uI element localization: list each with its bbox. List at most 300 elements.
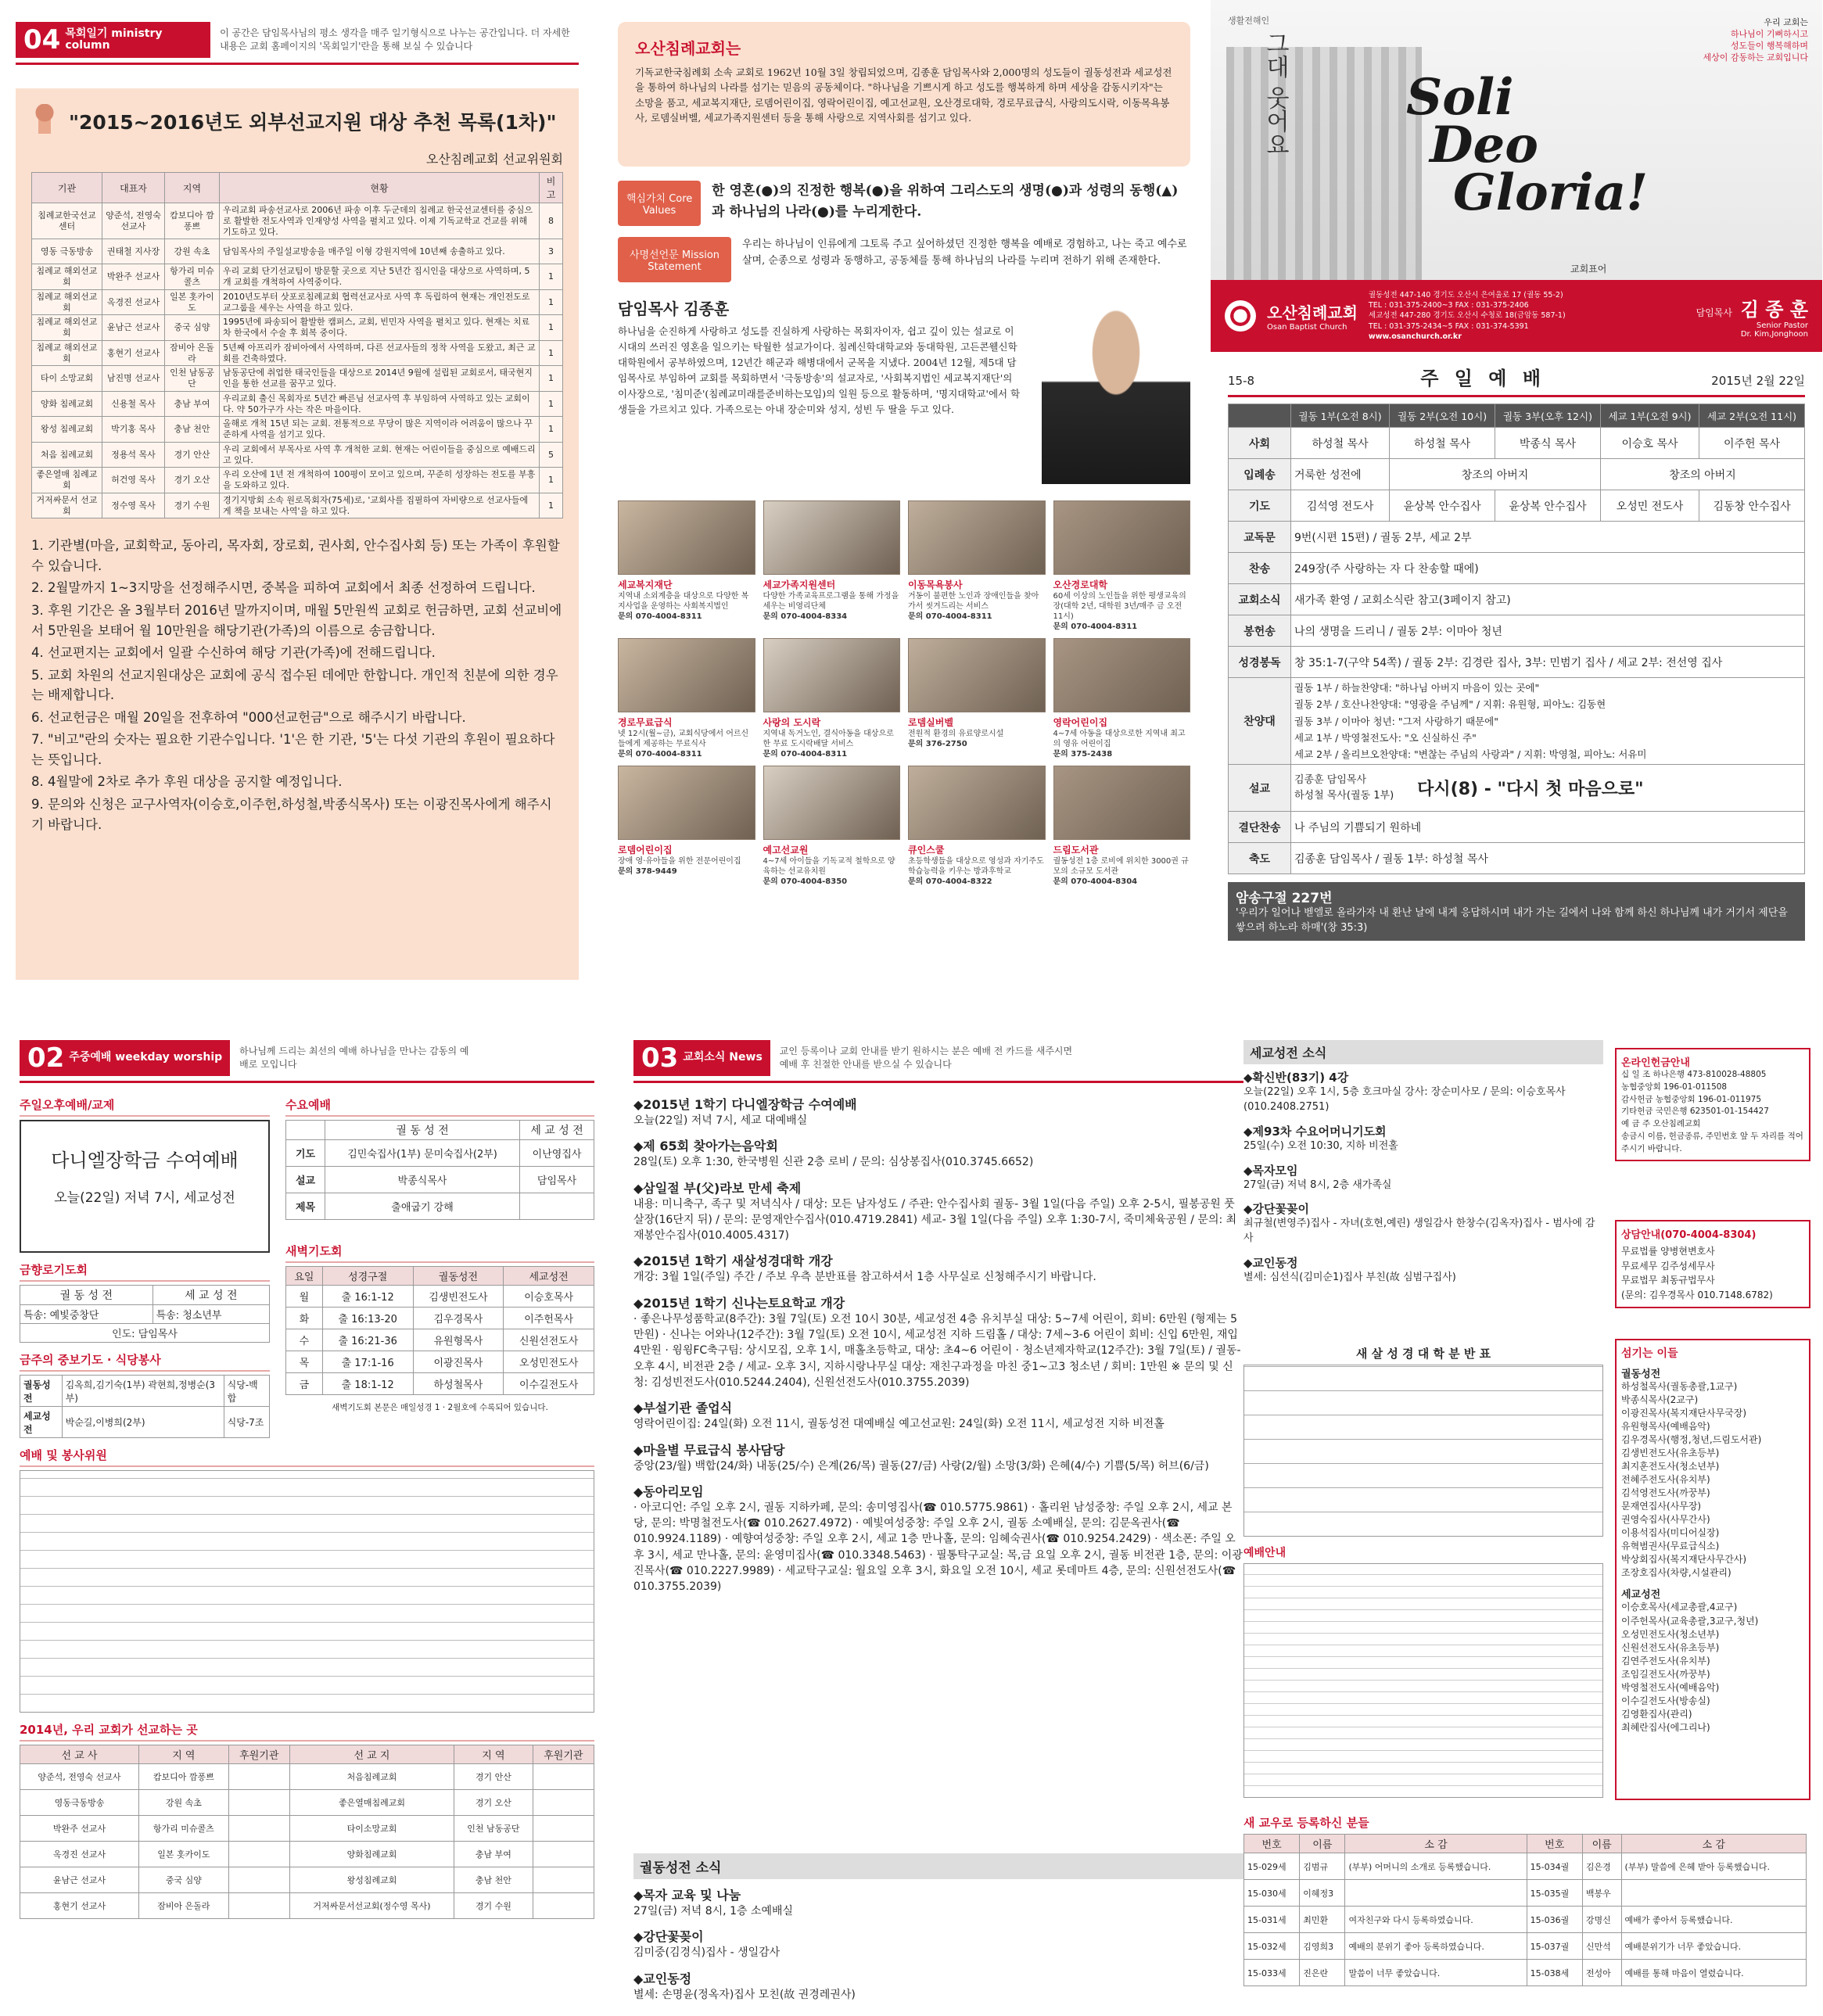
church-building-graphic bbox=[1226, 47, 1422, 305]
mission-cell bbox=[533, 1790, 594, 1816]
staff-line: 이광진목사(복지재단사무국장) bbox=[1621, 1408, 1747, 1419]
mission-cell: 항가리 미슈콜츠 bbox=[138, 1816, 228, 1842]
news-item bbox=[633, 1440, 1243, 1474]
service-name: 로뎀어린이집 bbox=[618, 845, 673, 856]
news-item-title: ◆교인동정 bbox=[1243, 1256, 1298, 1271]
dawn-cell: 화 bbox=[286, 1308, 323, 1329]
worship-title: 주 일 예 배 bbox=[1420, 368, 1546, 389]
online-line: 감사헌금 농협중앙회 196-01-011975 bbox=[1621, 1094, 1762, 1104]
new-member-cell: 예배분위기가 너무 좋았습니다. bbox=[1621, 1933, 1806, 1960]
table-cell: 침례교 해외선교회 bbox=[32, 315, 102, 341]
wed-cell: 담임목사 bbox=[520, 1167, 594, 1193]
table-cell: 1 bbox=[540, 315, 563, 341]
mission-cell: 중국 심양 bbox=[138, 1867, 228, 1893]
mission-table bbox=[31, 172, 563, 518]
staff-box bbox=[1615, 1339, 1810, 1800]
new-member-row bbox=[1244, 1880, 1807, 1907]
table-cell: 옥경진 선교사 bbox=[102, 289, 165, 315]
service-phone: 문의 070-4004-8322 bbox=[908, 877, 992, 886]
news-item bbox=[1243, 1200, 1603, 1247]
schedule-grid bbox=[1243, 1563, 1603, 1798]
worship-cell: 이주헌 목사 bbox=[1699, 428, 1805, 459]
table-cell: 경기지방회 소속 원로목회자(75세)로, '교회사를 집필하여 자비량으로 선교사들에게 책을 보내는 사역'을 하고 있다. bbox=[220, 493, 540, 518]
page-03-news bbox=[633, 1040, 1810, 2006]
service-card bbox=[763, 766, 901, 887]
new-member-row bbox=[1244, 1907, 1807, 1933]
table-cell: 박기홍 목사 bbox=[102, 417, 165, 443]
news-item-body: 28일(토) 오후 1:30, 한국병원 신관 2층 로비 / 문의: 심상봉집사(010.3745.6652) bbox=[633, 1156, 1034, 1169]
news-item bbox=[633, 1293, 1243, 1390]
mission-row bbox=[20, 1816, 594, 1842]
news-item bbox=[1243, 1123, 1603, 1154]
table-cell: 경기 안산 bbox=[165, 442, 220, 468]
host-cell: 세교성전 bbox=[20, 1407, 63, 1438]
news-item-body: 별세: 손명윤(정옥자)집사 모친(故 권경레권사) bbox=[633, 1988, 856, 2001]
dawn-note: 새벽기도회 본문은 매일성경 1 · 2월호에 수록되어 있습니다. bbox=[332, 1403, 548, 1412]
dawn-cell: 이주헌목사 bbox=[504, 1308, 594, 1329]
issue-number: 15-8 bbox=[1228, 374, 1255, 388]
worship-row bbox=[1229, 428, 1805, 459]
row-label: 교독문 bbox=[1229, 522, 1291, 553]
col-header: 비고 bbox=[540, 173, 563, 203]
dawn-cell: 출 16:21-36 bbox=[322, 1329, 413, 1351]
table-cell: 남동공단에 취업한 태국인들을 대상으로 2014년 9월에 설립된 교회로서, 태국현지인을 통한 선교를 꿈꾸고 있다. bbox=[220, 366, 540, 392]
service-photo bbox=[763, 500, 901, 575]
news-item-title: ◆2015년 1학기 신나는토요학교 개강 bbox=[633, 1295, 845, 1311]
new-member-cell: 여자친구와 다시 등록하였습니다. bbox=[1345, 1907, 1527, 1933]
wed-row bbox=[286, 1193, 594, 1220]
service-phone: 문의 378-9449 bbox=[618, 867, 677, 876]
table-cell: 5 bbox=[540, 442, 563, 468]
new-member-cell: 15-035궐 bbox=[1527, 1880, 1582, 1907]
choir-line: 궐동 3부 / 이마아 청년: "그저 사랑하기 때문에" bbox=[1294, 715, 1498, 727]
table-cell: 왕성 침례교회 bbox=[32, 417, 102, 443]
worship-row bbox=[1229, 765, 1805, 812]
worship-row bbox=[1229, 647, 1805, 678]
dawn-cell: 수 bbox=[286, 1329, 323, 1351]
table-cell: 처음 침례교회 bbox=[32, 442, 102, 468]
mission-col-header: 지 역 bbox=[454, 1745, 533, 1764]
worship-col-header bbox=[1229, 404, 1291, 428]
mission-cell bbox=[533, 1893, 594, 1919]
wed-cell: 박종식목사 bbox=[325, 1167, 520, 1193]
page-number-badge: 02 주중예배 weekday worship bbox=[20, 1040, 230, 1076]
news-item bbox=[1243, 1162, 1603, 1193]
table-cell: 잠비아 은돌라 bbox=[165, 340, 220, 366]
page-number-badge: 04 목회일기 ministry column bbox=[16, 22, 210, 58]
table-row bbox=[32, 203, 563, 239]
row-label: 봉헌송 bbox=[1229, 615, 1291, 647]
mission-cell: 충남 부여 bbox=[454, 1842, 533, 1867]
news-item-body: 영락어린이집: 24일(화) 오전 11시, 궐동성전 대예배실 예고선교원: 24일(화) 오전 11시, 세교성전 지하 비전홀 bbox=[633, 1418, 1164, 1431]
dawn-title: 새벽기도회 bbox=[285, 1240, 594, 1263]
row-label: 설교 bbox=[1229, 765, 1291, 812]
preacher: 김종훈 담임목사 bbox=[1294, 774, 1367, 787]
worship-row bbox=[1229, 522, 1805, 553]
choir-line: 세교 1부 / 박영철전도사: "오 신실하신 주" bbox=[1294, 731, 1477, 744]
service-photo bbox=[1053, 766, 1191, 840]
worship-cell: 하성철 목사 bbox=[1390, 428, 1495, 459]
new-header bbox=[1244, 1835, 1807, 1853]
staff-line: 김연주전도사(유치부) bbox=[1621, 1655, 1710, 1666]
online-title: 온라인헌금안내 bbox=[1621, 1057, 1690, 1069]
table-cell: 충남 부여 bbox=[165, 391, 220, 417]
news-item-body: · 좋은나무성품학교(8주간): 3월 7일(토) 오전 10시 30분, 세교성전 4층 유치부실 대상: 5~7세 어린이, 회비: 6만원 (형제는 5만원) · 신나는 어와나(12주간): 3월 7일(토) 오전 10시, 세교성전 지하 드림홀 / 대상: 7세~3-6 어린이 회비: 신입 6만원, 재입 4만원 · 윙윙FC축구팀: 상시모집, 오후 1시, 매홀초등학교, 대상: 초4~6 어린이 · 청소년제자학교(12주간): 3월 7일(토) / 궐동- 오후 4시, 비전관 2층 / 세교- 오후 3시, 지하시랑나무실 대상: 재친구과정을 마친 중1~고3 청소년 / 회비: 1만원 ※ 문의 및 신청: 김성빈전도사(010.5244.2404), 신원선전도사(010.3755.2039) bbox=[633, 1312, 1241, 1389]
table-cell: 캄보디아 깜퐁쁘 bbox=[165, 203, 220, 239]
news-item bbox=[633, 1251, 1243, 1285]
mission-cell: 인천 남동공단 bbox=[454, 1816, 533, 1842]
mission-cell: 거저싸문서선교회(정수영 목사) bbox=[289, 1893, 454, 1919]
dawn-row bbox=[286, 1286, 594, 1308]
worship-cell: 창조의 아버지 bbox=[1600, 459, 1804, 490]
service-card bbox=[618, 500, 755, 632]
new-member-cell: 최민환 bbox=[1300, 1907, 1345, 1933]
news-item-title: ◆목자 교육 및 나눔 bbox=[633, 1888, 741, 1903]
mission-cell bbox=[228, 1842, 289, 1867]
table-cell: 강원 속초 bbox=[165, 239, 220, 264]
table-cell: 1 bbox=[540, 340, 563, 366]
sunday-box bbox=[20, 1120, 270, 1253]
page-02-weekday-worship bbox=[20, 1040, 594, 1998]
worship-cell: 윤상복 안수집사 bbox=[1390, 490, 1495, 522]
table-cell: 윤남근 선교사 bbox=[102, 315, 165, 341]
service-phone: 문의 070-4004-8334 bbox=[763, 612, 848, 621]
host-row bbox=[20, 1376, 270, 1407]
news-item-body: 개강: 3월 1일(주일) 주간 / 주보 우측 분반표를 참고하셔서 1층 사무실로 신청해주시기 바랍니다. bbox=[633, 1271, 1096, 1284]
row-label: 찬송 bbox=[1229, 553, 1291, 584]
staff-line: 유혁범권사(무료급식소) bbox=[1621, 1541, 1720, 1552]
header-note: 이 공간은 담임목사님의 평소 생각을 매주 일기형식으로 나누는 공간입니다. 더 자세한 내용은 교회 홈페이지의 '목회일기'란을 통해 보실 수 있습니다 bbox=[220, 27, 570, 52]
mission-row bbox=[20, 1764, 594, 1790]
intro-box bbox=[618, 22, 1190, 167]
sermon-cell bbox=[1291, 765, 1805, 812]
dawn-table bbox=[285, 1266, 594, 1395]
service-desc: 60세 이상의 노인들을 위한 평생교육의 장(대학 2년, 대학원 3년/매주 금 오전 11시) bbox=[1053, 592, 1186, 621]
service-card bbox=[908, 500, 1046, 632]
new-member-cell: 진은란 bbox=[1300, 1960, 1345, 1986]
table-cell: 영동 극동방송 bbox=[32, 239, 102, 264]
service-photo bbox=[763, 638, 901, 712]
service-photo bbox=[1053, 638, 1191, 712]
memory-verse bbox=[1228, 882, 1805, 941]
staff-line: 문재연집사(사무장) bbox=[1621, 1501, 1702, 1512]
service-photo bbox=[908, 500, 1046, 575]
row-label: 교회소식 bbox=[1229, 584, 1291, 615]
note-item: 3. 후원 기간은 올 3월부터 2016년 말까지이며, 매월 5만원씩 교회로 헌금하면, 교회 선교비에서 5만원을 보태어 월 10만원을 해당기관(가족)의 이름으로 송금합니다. bbox=[31, 602, 562, 638]
news-item bbox=[633, 1482, 1243, 1595]
wed-cell bbox=[520, 1193, 594, 1220]
row-label: 입례송 bbox=[1229, 459, 1291, 490]
table-cell: 침례교 해외선교회 bbox=[32, 340, 102, 366]
wed-cell: 제목 bbox=[286, 1193, 325, 1220]
note-item: 5. 교회 차원의 선교지원대상은 교회에 공식 접수된 데에만 한합니다. 개인적 친분에 의한 경우는 배제합니다. bbox=[31, 667, 558, 703]
table-cell: 우리교회 파송선교사로 2006년 파송 이후 두군데의 침례교 한국선교센터를 중심으로 활발한 전도사역과 인재양성 사역을 펼치고 있다. 이제 기독교학교 건교를 위해 기도하고 있다. bbox=[220, 203, 540, 239]
article-title: "2015~2016년도 외부선교지원 대상 추천 목록(1차)" bbox=[69, 111, 557, 134]
table-row bbox=[32, 366, 563, 392]
row-label: 사회 bbox=[1229, 428, 1291, 459]
new-col-header: 소 감 bbox=[1621, 1835, 1806, 1853]
wednesday-table bbox=[285, 1120, 594, 1220]
staff-line: 오성민전도사(청소년부) bbox=[1621, 1628, 1720, 1640]
note-item: 6. 선교헌금은 매월 20일을 전후하여 "000선교헌금"으로 해주시기 바랍니다. bbox=[31, 709, 466, 725]
worship-row bbox=[1229, 490, 1805, 522]
worship-order bbox=[1211, 352, 1822, 941]
core-values-label: 핵심가치 Core Values bbox=[618, 181, 701, 226]
table-cell: 우리교회 출신 목회자로 5년간 빠른님 선교사역 후 부임하여 사역하고 있는 교회이다. 약 50가구가 사는 작은 마을이다. bbox=[220, 391, 540, 417]
bulletin-cover bbox=[1211, 0, 1822, 992]
col-header: 지역 bbox=[165, 173, 220, 203]
dawn-cell: 유원형목사 bbox=[413, 1329, 504, 1351]
table-row bbox=[32, 493, 563, 518]
service-name: 드림도서관 bbox=[1053, 845, 1099, 856]
worship-cell: 하성철 목사 bbox=[1291, 428, 1390, 459]
service-name: 경로무료급식 bbox=[618, 717, 673, 728]
new-member-row bbox=[1244, 1933, 1807, 1960]
host-table bbox=[20, 1375, 270, 1438]
pastor-photo bbox=[1042, 296, 1190, 484]
note-item: 4. 선교편지는 교회에서 일괄 수신하여 해당 기관(가족)에 전해드립니다. bbox=[31, 645, 436, 661]
new-member-cell: 15-032세 bbox=[1244, 1933, 1300, 1960]
host-cell: 궐동성전 bbox=[20, 1376, 63, 1407]
dawn-cell: 이광진목사 bbox=[413, 1351, 504, 1373]
service-desc: 초등학생들을 대상으로 영성과 자기주도 학습능력을 키우는 방과후학교 bbox=[908, 857, 1044, 876]
worship-cell: 김석영 전도사 bbox=[1291, 490, 1390, 522]
table-cell: 1 bbox=[540, 289, 563, 315]
table-cell: 좋은열매 침례교회 bbox=[32, 468, 102, 493]
dawn-cell: 목 bbox=[286, 1351, 323, 1373]
dawn-cell: 오성민전도사 bbox=[504, 1351, 594, 1373]
dawn-col-header: 성경구절 bbox=[322, 1267, 413, 1286]
sermon-wrap bbox=[1294, 773, 1801, 803]
cover-title-sub: 교회표어 bbox=[1570, 264, 1607, 274]
new-col-header: 번호 bbox=[1527, 1835, 1582, 1853]
pastor-bio: 하나님을 순진하게 사랑하고 성도를 진실하게 사랑하는 목회자이자, 쉽고 깊이 있는 설교로 이 시대의 쓰러진 영혼을 일으키는 탁월한 설교가이다. 침례신학대학교와 동대학원, 고든콘웰신학대학원에서 공부하였으며, 12년간 해군과 해병대에서 군목을 지냈다. 2004년 12월, 제5대 담임목사로 부임하여 교회를 목회하면서 '극동방송'의 설교자로, '사회복지법인 세교복지재단'의 이사장으로, '침미준'(침례교미래를준비하는모임)의 일원 등으로 활동하며, '명지대학교'에서 학생들을 가르치고 있다. 가족으로는 아내 장순미와 성지, 성빈 두 딸을 두고 있다. bbox=[618, 325, 1021, 415]
gwoldong-news-title: 궐동성전 소식 bbox=[633, 1853, 1243, 1879]
staff-line: 이용석집사(미디어실장) bbox=[1621, 1527, 1720, 1539]
sunday-sub: 오늘(22일) 저녁 7시, 세교성전 bbox=[54, 1190, 235, 1206]
worship-cell: 249장(주 사랑하는 자 다 찬송할 때에) bbox=[1291, 553, 1805, 584]
worship-cell: 나 주님의 기쁨되기 원하네 bbox=[1291, 812, 1805, 843]
news-item-body: 별세: 심선식(김미순1)집사 부친(故 심범구집사) bbox=[1243, 1272, 1456, 1284]
dawn-cell: 월 bbox=[286, 1286, 323, 1308]
new-member-cell: 15-031세 bbox=[1244, 1907, 1300, 1933]
dawn-col-header: 요일 bbox=[286, 1267, 323, 1286]
table-row bbox=[32, 417, 563, 443]
news-item-body: 최규철(변영주)집사 - 자녀(호현,예린) 생일감사 한창수(김옥자)집사 - 범사에 감사 bbox=[1243, 1218, 1595, 1245]
table-cell: 담임목사의 주일설교방송을 매주일 이형 강원지역에 10년째 송출하고 있다. bbox=[220, 239, 540, 264]
worship-cell: 김종훈 담임목사 / 궐동 1부: 하성철 목사 bbox=[1291, 843, 1805, 874]
new-member-cell: 15-034궐 bbox=[1527, 1853, 1582, 1880]
staff-line: 김영환집사(관리) bbox=[1621, 1708, 1692, 1720]
dawn-cell: 김우경목사 bbox=[413, 1308, 504, 1329]
dawn-row bbox=[286, 1329, 594, 1351]
cover-logo-text: 그대 웃어요 bbox=[1261, 31, 1289, 156]
friday-table: 궐 동 성 전 세 교 성 전 특송: 예빛중창단 특송: 청소년부 인도: 담임목사 bbox=[20, 1285, 270, 1343]
sege-news-title: 세교성전 소식 bbox=[1243, 1040, 1603, 1064]
worship-row bbox=[1229, 812, 1805, 843]
new-member-cell: 15-038세 bbox=[1527, 1960, 1582, 1986]
sermon-preachers bbox=[1294, 773, 1394, 803]
table-cell: 경기 오산 bbox=[165, 468, 220, 493]
mission-cell: 양화침례교회 bbox=[289, 1842, 454, 1867]
dawn-cell: 출 16:13-20 bbox=[322, 1308, 413, 1329]
dawn-cell: 김생빈전도사 bbox=[413, 1286, 504, 1308]
wed-cell: 기도 bbox=[286, 1140, 325, 1167]
new-member-cell: 15-030세 bbox=[1244, 1880, 1300, 1907]
choir-line: 세교 2부 / 올리브오찬양대: "변찮는 주님의 사랑과" / 지휘: 박영철, 피아노: 서유미 bbox=[1294, 748, 1647, 760]
service-phone: 문의 070-4004-8304 bbox=[1053, 877, 1138, 886]
new-members bbox=[1243, 1814, 1807, 1986]
pastor-title-en: Senior Pastor bbox=[1756, 321, 1808, 330]
mission-cell: 옥경진 선교사 bbox=[20, 1842, 139, 1867]
table-cell: 타이 소망교회 bbox=[32, 366, 102, 392]
mission-cell: 왕성침례교회 bbox=[289, 1867, 454, 1893]
table-cell: 1995년에 파송되어 활발한 캠퍼스, 교회, 빈민자 사역을 펼치고 있다. 현재는 치료차 한국에서 수술 후 회복 중이다. bbox=[220, 315, 540, 341]
note-item: 9. 문의와 신청은 교구사역자(이승호,이주헌,하성철,박종식목사) 또는 이광진목사에게 해주시기 바랍니다. bbox=[31, 797, 552, 832]
dawn-col-header: 궐동성전 bbox=[413, 1267, 504, 1286]
table-cell: 올해로 개척 15년 되는 교회. 전통적으로 무당이 많은 지역이라 어려움이 많으나 꾸준하게 사역을 섬기고 있다. bbox=[220, 417, 540, 443]
staff-line: 조장호집사(차량,시설관리) bbox=[1621, 1567, 1731, 1579]
service-phone: 문의 070-4004-8350 bbox=[763, 877, 848, 886]
table-row bbox=[32, 442, 563, 468]
service-name: 영락어린이집 bbox=[1053, 717, 1108, 728]
mission-cell bbox=[228, 1790, 289, 1816]
table-cell: 1 bbox=[540, 264, 563, 290]
service-desc: 4~7세 아이들을 기독교적 철학으로 양육하는 선교유치원 bbox=[763, 857, 895, 876]
service-card bbox=[908, 638, 1046, 759]
mission-row bbox=[20, 1867, 594, 1893]
counsel-info bbox=[1615, 1220, 1810, 1308]
wed-col-header: 궐 동 성 전 bbox=[325, 1121, 520, 1140]
new-member-cell: 신만석 bbox=[1582, 1933, 1621, 1960]
staff-line: 권영숙집사(사무간사) bbox=[1621, 1514, 1710, 1526]
table-row bbox=[32, 340, 563, 366]
mission-cell: 강원 속초 bbox=[138, 1790, 228, 1816]
new-member-cell: 15-036궐 bbox=[1527, 1907, 1582, 1933]
service-phone: 문의 070-4004-8311 bbox=[618, 750, 702, 759]
news-item-body: 오늘(22일) 저녁 7시, 세교 대예배실 bbox=[633, 1114, 808, 1127]
intro-body: 기독교한국침례회 소속 교회로 1962년 10월 3일 창립되었으며, 김종훈 담임목사와 2,000명의 성도들이 궐동성전과 세교성전을 통하여 하나님의 나라를 섬기는 믿음의 공동체이다. "하나님을 기쁘시게 하고 성도를 행복하게 하며 세상을 감동시키자"는 소망을 품고, 세교복지재단, 로뎀어린이집, 영락어린이집, 예고선교원, 오산경로대학, 경로무료급식, 사랑의도시락, 이동목욕봉사, 로뎀실버벨, 세교가족지원센터 등을 통해 사랑으로 지역사회를 섬기고 있다. bbox=[635, 66, 1172, 124]
worship-cell: 오성민 전도사 bbox=[1600, 490, 1699, 522]
counsel-line: 무료법무 최동규법무사 bbox=[1621, 1275, 1715, 1286]
worship-row bbox=[1229, 584, 1805, 615]
table-cell: 5년째 아프리카 잠비아에서 사역하며, 다른 선교사들의 정착 사역을 도왔고, 최근 교회를 건축하였다. bbox=[220, 340, 540, 366]
mission-col-header: 지 역 bbox=[138, 1745, 228, 1764]
table-cell: 권태철 지사장 bbox=[102, 239, 165, 264]
table-cell: 1 bbox=[540, 417, 563, 443]
news-item-body: 25일(수) 오전 10:30, 지하 비전홀 bbox=[1243, 1139, 1398, 1152]
mission-cell: 잠비아 은돌라 bbox=[138, 1893, 228, 1919]
staff-line: 신원선전도사(유초등부) bbox=[1621, 1641, 1720, 1653]
cover-banner bbox=[1211, 280, 1822, 352]
org-name: 오산침례교회 선교위원회 bbox=[425, 152, 563, 167]
page-number-badge: 03 교회소식 News bbox=[633, 1040, 770, 1076]
worship-col-header: 세교 1부(오전 9시) bbox=[1600, 404, 1699, 428]
church-website[interactable]: www.osanchurch.or.kr bbox=[1368, 332, 1462, 341]
new-member-cell: 김범규 bbox=[1300, 1853, 1345, 1880]
staff-line: 유원형목사(예배음악) bbox=[1621, 1421, 1710, 1433]
table-cell: 박완주 선교사 bbox=[102, 264, 165, 290]
mission-cell bbox=[228, 1867, 289, 1893]
table-cell: 인천 남동공단 bbox=[165, 366, 220, 392]
mission-cell: 타이소망교회 bbox=[289, 1816, 454, 1842]
sg-staff-label: 세교성전 bbox=[1621, 1589, 1661, 1602]
news-item-body: 27일(금) 저녁 8시, 2층 새가족실 bbox=[1243, 1178, 1392, 1191]
gwoldong-news bbox=[633, 1853, 1243, 2006]
mission-cell: 영동극동방송 bbox=[20, 1790, 139, 1816]
service-phone: 문의 070-4004-8311 bbox=[1053, 622, 1138, 631]
dawn-cell: 출 18:1-12 bbox=[322, 1373, 413, 1395]
host-title: 금주의 중보기도 · 식당봉사 bbox=[20, 1349, 270, 1372]
worship-cell: 창 35:1-7(구약 54쪽) / 궐동 2부: 김경란 집사, 3부: 민범기 집사 / 세교 2부: 전선영 집사 bbox=[1291, 647, 1805, 678]
online-line: 송금시 이름, 헌금종류, 주민번호 앞 두 자리를 적어주시기 바랍니다. bbox=[1621, 1131, 1803, 1153]
online-line: 기타헌금 국민은행 623501-01-154427 bbox=[1621, 1107, 1769, 1117]
news-item bbox=[633, 1927, 1243, 1960]
new-col-header: 이름 bbox=[1300, 1835, 1345, 1853]
news-item-body: 중앙(23/월) 백합(24/화) 내동(25/수) 은계(26/목) 궐동(27/금) 사랑(2/월) 소망(3/화) 은혜(4/수) 기쁨(5/목) 허브(6/금) bbox=[633, 1459, 1209, 1473]
mission-cell: 경기 안산 bbox=[454, 1764, 533, 1790]
new-member-row bbox=[1244, 1960, 1807, 1986]
service-desc: 거동이 불편한 노인과 장애인들을 찾아가서 씻겨드리는 서비스 bbox=[908, 592, 1039, 611]
table-cell: 홍현기 선교사 bbox=[102, 340, 165, 366]
table-cell: 정수영 목사 bbox=[102, 493, 165, 518]
news-item-body: 내용: 미니축구, 족구 및 저녁식사 / 대상: 모든 남자성도 / 주관: 안수집사회 궐동- 3월 1일(다음 주일) 오후 2-5시, 필봉공원 풋살장(16단지 뒤) / 문의: 문영재안수집사(010.4719.2841) 세교- 3월 1일(다음 주일) 오후 1:30-7시, 죽미체육공원 / 문의: 최재봉안수집사(010.4005.4317) bbox=[633, 1197, 1237, 1243]
pastor-name: 김 종 훈 bbox=[1740, 298, 1808, 321]
table-cell: 항가리 미슈콜츠 bbox=[165, 264, 220, 290]
news-item bbox=[633, 1885, 1243, 1919]
service-name: 세교가족지원센터 bbox=[763, 579, 836, 590]
notes-list bbox=[31, 536, 563, 834]
news-item-title: ◆2015년 1학기 다니엘장학금 수여예배 bbox=[633, 1097, 857, 1112]
news-item bbox=[1243, 1254, 1603, 1286]
news-item-title: ◆강단꽃꽂이 bbox=[1243, 1202, 1309, 1217]
col-header: 현황 bbox=[220, 173, 540, 203]
online-line: 예 금 주 오산침례교회 bbox=[1621, 1119, 1701, 1128]
mission-cell: 일본 홋카이도 bbox=[138, 1842, 228, 1867]
staff-line: 박종식목사(2교구) bbox=[1621, 1394, 1699, 1406]
service-card bbox=[1053, 500, 1191, 632]
staff-line: 전혜주전도사(유치부) bbox=[1621, 1474, 1710, 1486]
sunday-title: 주일오후예배/교제 bbox=[20, 1094, 270, 1117]
service-photo bbox=[618, 766, 755, 840]
cover-subtitle: 생활전해인 bbox=[1228, 16, 1270, 26]
counsel-title: 상담안내(070-4004-8304) bbox=[1621, 1229, 1757, 1241]
news-item-body: 27일(금) 저녁 8시, 1층 소예배실 bbox=[633, 1905, 794, 1917]
worship-col-header: 궐동 3부(오후 12시) bbox=[1495, 404, 1601, 428]
wed-row bbox=[286, 1167, 594, 1193]
news-item bbox=[633, 1398, 1243, 1432]
worship-row bbox=[1229, 678, 1805, 765]
church-addresses: 궐동성전 447-140 경기도 오산시 은여울로 17 (궐동 55-2) TEL : 031-375-2400~3 FAX : 031-375-2406 세교성전 447-280 경기도 오산시 수청로 18(금암동 587-1) TEL : 031-375-2434~5 FAX : 031-374-5391 www.osanchurch.or.kr bbox=[1369, 290, 1685, 342]
mission-cell bbox=[228, 1893, 289, 1919]
service-desc: 전원적 환경의 유료양로시설 bbox=[908, 730, 1004, 738]
mission-cell bbox=[533, 1867, 594, 1893]
new-member-row bbox=[1244, 1853, 1807, 1880]
note-item: 1. 기관별(마을, 교회학교, 동아리, 목자회, 장로회, 권사회, 안수집사회 등) 또는 가족이 후원할 수 있습니다. bbox=[31, 538, 560, 573]
news-item-title: ◆2015년 1학기 새살성경대학 개강 bbox=[633, 1254, 833, 1269]
service-photo bbox=[618, 638, 755, 712]
core-values-text: 한 영혼(●)의 진정한 행복(●)을 위하여 그리스도의 생명(●)과 성령의 동행(▲)과 하나님의 나라(●)를 누리게한다. bbox=[712, 183, 1179, 221]
sunday-main: 다니엘장학금 수여예배 bbox=[51, 1150, 239, 1171]
staff-line: 이주헌목사(교육총괄,3교구,청년) bbox=[1621, 1615, 1759, 1627]
table-cell: 침례교 해외선교회 bbox=[32, 264, 102, 290]
cover-motto: 우리 교회는 하나님이 기뻐하시고 성도들이 행복해하며 세상이 감동하는 교회입니다 bbox=[1703, 17, 1808, 63]
staff-line: 박상회집사(복지재단사무간사) bbox=[1621, 1554, 1747, 1566]
worship-col-header: 궐동 1부(오전 8시) bbox=[1291, 404, 1390, 428]
news-list bbox=[633, 1095, 1243, 1603]
new-member-cell: 15-033세 bbox=[1244, 1960, 1300, 1986]
header-note: 하나님께 드리는 최선의 예배 하나님을 만나는 감동의 예배로 모입니다 bbox=[239, 1046, 469, 1070]
